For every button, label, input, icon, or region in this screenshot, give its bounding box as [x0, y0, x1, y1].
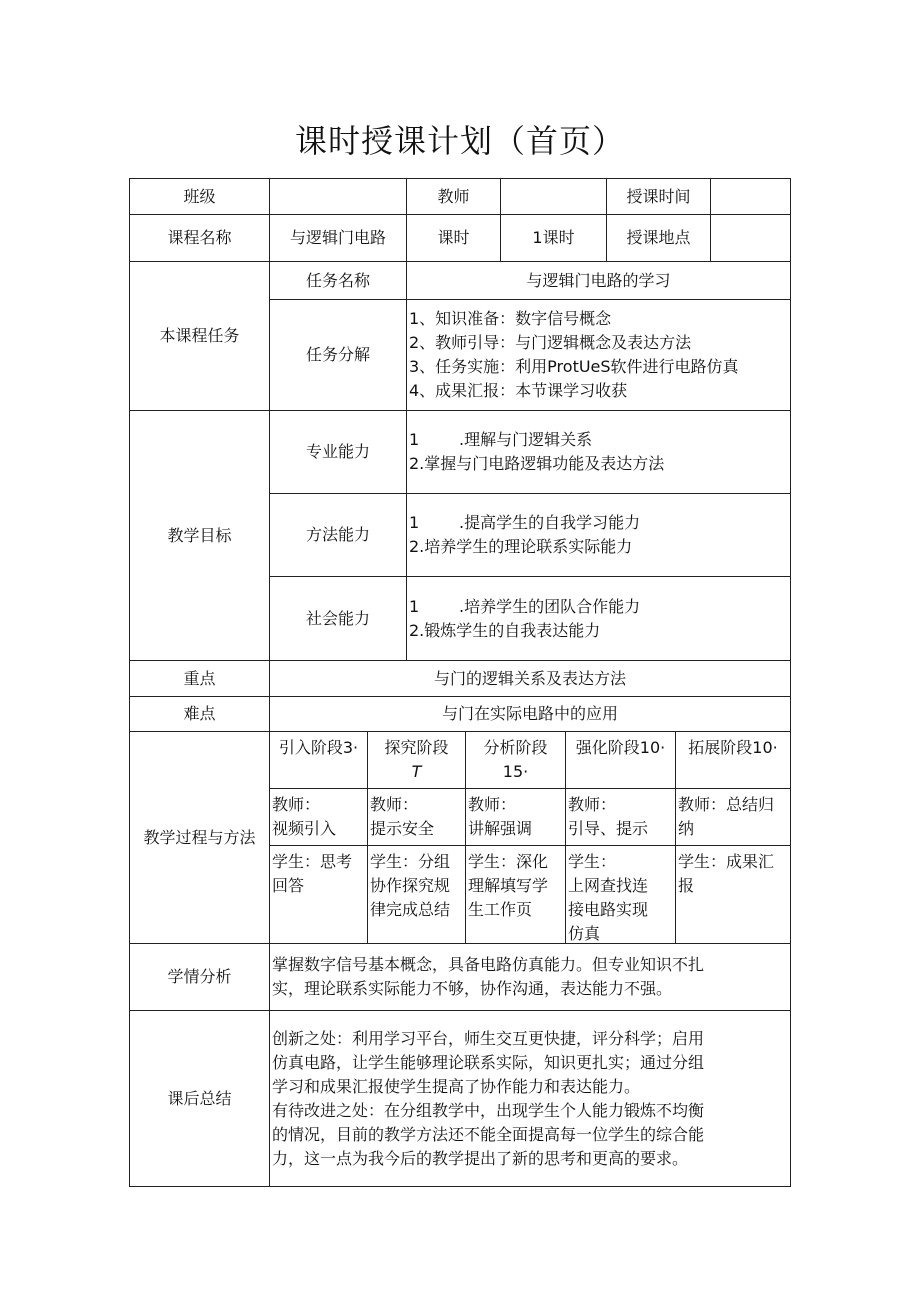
analysis-label: 学情分析	[130, 944, 270, 1011]
analysis-text: 掌握数字信号基本概念，具备电路仿真能力。但专业知识不扎 实，理论联系实际能力不够，协作沟通，表达能力不强。	[270, 944, 791, 1011]
process-row	[130, 732, 791, 944]
goal-pro-row	[130, 411, 791, 494]
process-titles	[270, 732, 790, 789]
key-value: 与门的逻辑关系及表达方法	[270, 661, 791, 697]
task-line: 3、任务实施：利用ProtUeS软件进行电路仿真	[409, 357, 739, 376]
stage-title: 探究阶段 T	[368, 732, 466, 788]
goal-method-lines	[407, 494, 791, 577]
task-section-label: 本课程任务	[130, 262, 270, 411]
hours-label: 课时	[407, 215, 501, 262]
stage-student: 学生：成果汇 报	[678, 852, 775, 895]
process-label: 教学过程与方法	[130, 732, 270, 944]
course-label: 课程名称	[130, 215, 270, 262]
summary-label: 课后总结	[130, 1011, 270, 1187]
task-line: 4、成果汇报：本节课学习收获	[409, 381, 628, 400]
course-value: 与逻辑门电路	[270, 215, 407, 262]
goal-pro-line-2: 2.掌握与门电路逻辑功能及表达方法	[409, 454, 665, 473]
goal-method-line-1: .提高学生的自我学习能力	[459, 513, 641, 532]
stage-student: 学生：思考 回答	[270, 846, 368, 944]
difficulty-row	[130, 697, 791, 732]
goal-method-line-2: 2.培养学生的理论联系实际能力	[409, 537, 633, 556]
teacher-label: 教师	[407, 179, 501, 215]
place-label: 授课地点	[607, 215, 711, 262]
task-name-label: 任务名称	[270, 262, 407, 300]
goal-pro-lines	[407, 411, 791, 494]
stage-teacher: 教师： 讲解强调	[466, 789, 566, 845]
goal-social-line-2: 2.锻炼学生的自我表达能力	[409, 620, 601, 640]
goal-social-num: 1	[409, 596, 420, 616]
stage-title: 拓展阶段10·	[688, 738, 778, 757]
stage-title: 分析阶段 15·	[466, 732, 566, 788]
task-decomp-lines	[407, 300, 791, 411]
stage-student: 学生： 上网查找连 接电路实现 仿真	[566, 846, 676, 944]
header-row-2	[130, 215, 791, 262]
time-value	[711, 179, 791, 215]
process-teacher-row	[270, 789, 790, 846]
class-value	[270, 179, 407, 215]
stage-teacher: 教师： 引导、提示	[566, 789, 676, 845]
task-decomp-label: 任务分解	[270, 300, 407, 411]
task-name-value: 与逻辑门电路的学习	[407, 262, 791, 300]
time-label: 授课时间	[607, 179, 711, 215]
goal-method-label: 方法能力	[270, 494, 407, 577]
stage-title: 引入阶段3·	[270, 732, 368, 788]
difficulty-label: 难点	[130, 697, 270, 732]
stage-student: 学生：分组 协作探究规 律完成总结	[368, 846, 466, 944]
process-grid	[270, 732, 791, 944]
lesson-plan-table	[129, 178, 791, 1187]
stage-title: 强化阶段10·	[566, 732, 676, 788]
class-label: 班级	[130, 179, 270, 215]
stage-student: 学生：深化 理解填写学 生工作页	[466, 846, 566, 944]
goal-method-num: 1	[409, 513, 420, 532]
stage-teacher: 教师： 视频引入	[270, 789, 368, 845]
goal-pro-num: 1	[409, 430, 420, 449]
goal-pro-line-1: .理解与门逻辑关系	[459, 430, 593, 449]
task-name-row	[130, 262, 791, 300]
goal-pro-label: 专业能力	[270, 411, 407, 494]
summary-row	[130, 1011, 791, 1187]
goal-social-label: 社会能力	[270, 577, 407, 661]
goal-social-lines	[407, 577, 791, 661]
task-line: 2、教师引导：与门逻辑概念及表达方法	[409, 333, 692, 352]
teacher-value	[501, 179, 607, 215]
hours-value: 1课时	[501, 215, 607, 262]
summary-text: 创新之处：利用学习平台，师生交互更快捷，评分科学；启用 仿真电路，让学生能够理论联系实际，知识更扎实；通过分组 学习和成果汇报使学生提高了协作能力和表达能力。 有待改进之处：在分组教学中，出现学生个人能力锻炼不均衡 的情况，目前的教学方法还不能全面提高每一位学生的综合能 力，这一点为我今后的教学提出了新的思考和更高的要求。	[270, 1011, 791, 1187]
process-student-row	[270, 846, 790, 944]
place-value	[711, 215, 791, 262]
page-title: 课时授课计划（首页）	[294, 122, 625, 160]
task-line: 1、知识准备：数字信号概念	[409, 309, 612, 328]
stage-teacher: 教师：总结归 纳	[678, 795, 775, 838]
stage-teacher: 教师： 提示安全	[368, 789, 466, 845]
key-row	[130, 661, 791, 697]
difficulty-value: 与门在实际电路中的应用	[270, 697, 791, 732]
analysis-row	[130, 944, 791, 1011]
key-label: 重点	[130, 661, 270, 697]
goal-social-line-1: .培养学生的团队合作能力	[459, 596, 641, 616]
goals-section-label: 教学目标	[130, 411, 270, 661]
header-row-1	[130, 179, 791, 215]
